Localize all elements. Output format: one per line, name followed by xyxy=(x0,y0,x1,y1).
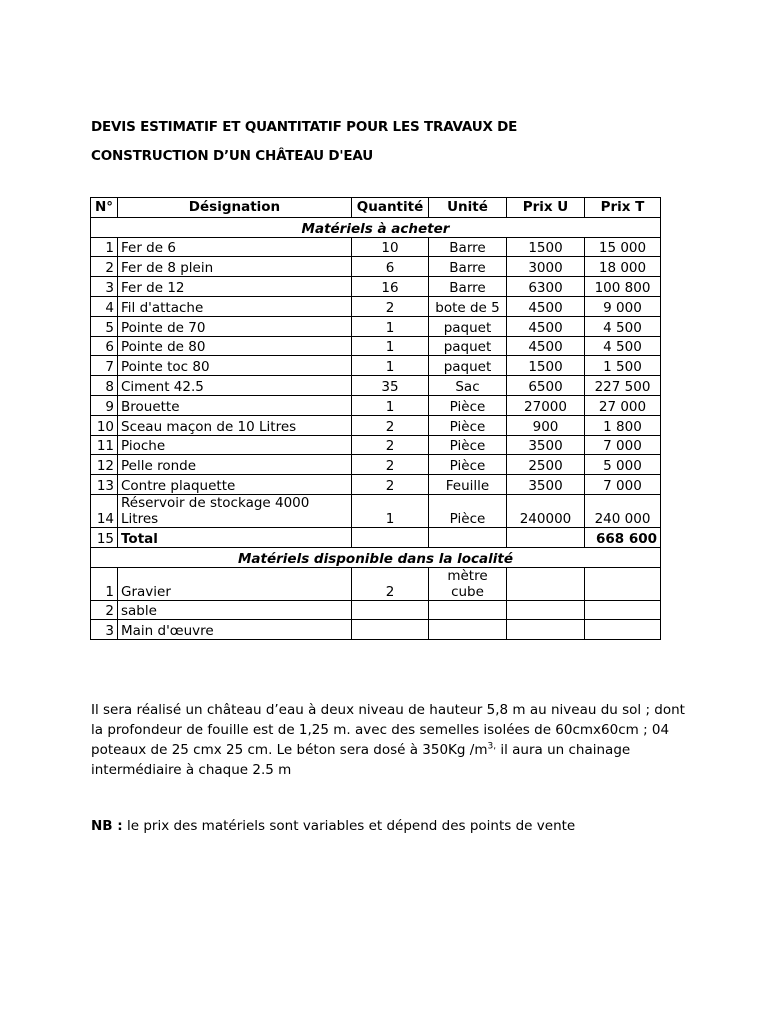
row-unit-price: 1500 xyxy=(507,356,585,376)
row-unit-price xyxy=(507,620,585,640)
total-empty-unit xyxy=(429,527,507,547)
row-designation: Fer de 12 xyxy=(118,277,352,297)
table-row xyxy=(91,376,661,396)
table-row xyxy=(91,237,661,257)
row-unit-price: 3500 xyxy=(507,435,585,455)
note-label: NB : xyxy=(91,818,123,834)
title-line-2: CONSTRUCTION D’UN CHÂTEAU D'EAU xyxy=(91,148,373,164)
row-number: 2 xyxy=(91,600,118,620)
row-number: 1 xyxy=(91,567,118,600)
row-unit: paquet xyxy=(429,316,507,336)
row-total-price: 240 000 xyxy=(585,494,661,527)
row-total-price: 7 000 xyxy=(585,435,661,455)
table-row xyxy=(91,600,661,620)
row-designation: sable xyxy=(118,600,352,620)
row-quantity: 2 xyxy=(352,567,429,600)
row-quantity xyxy=(352,600,429,620)
description-paragraph xyxy=(91,700,691,780)
row-unit: bote de 5 xyxy=(429,296,507,316)
row-quantity: 2 xyxy=(352,475,429,495)
row-total-price xyxy=(585,600,661,620)
row-designation: Pointe toc 80 xyxy=(118,356,352,376)
table-row xyxy=(91,567,661,600)
row-unit: Sac xyxy=(429,376,507,396)
row-quantity: 2 xyxy=(352,415,429,435)
row-unit: Barre xyxy=(429,257,507,277)
row-total-price: 4 500 xyxy=(585,316,661,336)
description-text-end: il aura un chainage intermédiaire à chaque 2.5 m xyxy=(91,742,631,778)
header-unit-price: Prix U xyxy=(507,198,585,218)
row-total-price: 5 000 xyxy=(585,455,661,475)
section-title-purchase: Matériels à acheter xyxy=(91,217,661,237)
row-quantity: 35 xyxy=(352,376,429,396)
row-designation: Gravier xyxy=(118,567,352,600)
title-line-1: DEVIS ESTIMATIF ET QUANTITATIF POUR LES TRAVAUX DE xyxy=(91,119,518,135)
row-unit-price xyxy=(507,567,585,600)
total-row xyxy=(91,527,661,547)
table-row xyxy=(91,620,661,640)
row-unit: paquet xyxy=(429,336,507,356)
row-unit: Pièce xyxy=(429,395,507,415)
row-total-price xyxy=(585,620,661,640)
row-quantity: 2 xyxy=(352,435,429,455)
row-designation: Sceau maçon de 10 Litres xyxy=(118,415,352,435)
row-unit-price: 4500 xyxy=(507,336,585,356)
header-designation: Désignation xyxy=(118,198,352,218)
row-total-price: 1 500 xyxy=(585,356,661,376)
table-row xyxy=(91,336,661,356)
quote-table-body xyxy=(91,198,661,640)
row-unit xyxy=(429,620,507,640)
row-unit-price: 27000 xyxy=(507,395,585,415)
table-row xyxy=(91,475,661,495)
total-amount: 668 600 xyxy=(585,527,661,547)
section-row-purchase xyxy=(91,217,661,237)
section-row-local xyxy=(91,547,661,567)
total-empty-unit-price xyxy=(507,527,585,547)
document-title xyxy=(91,113,691,171)
row-total-price: 4 500 xyxy=(585,336,661,356)
row-quantity: 1 xyxy=(352,356,429,376)
row-unit: Pièce xyxy=(429,455,507,475)
description-text: Il sera réalisé un château d’eau à deux niveau de hauteur 5,8 m au niveau du sol ; dont la profondeur de fouille est de 1,25 m. avec des semelles isolées de 60cmx60cm ; 04 poteaux de 25 cmx 25 cm. Le béton sera dosé à 350Kg /m xyxy=(91,702,685,758)
row-quantity: 16 xyxy=(352,277,429,297)
table-row xyxy=(91,435,661,455)
row-unit-price: 6300 xyxy=(507,277,585,297)
table-row xyxy=(91,356,661,376)
row-unit-price: 4500 xyxy=(507,316,585,336)
row-designation: Pointe de 80 xyxy=(118,336,352,356)
section-title-local: Matériels disponible dans la localité xyxy=(91,547,661,567)
row-unit-price: 240000 xyxy=(507,494,585,527)
row-unit: Feuille xyxy=(429,475,507,495)
row-quantity: 1 xyxy=(352,316,429,336)
row-unit-price: 6500 xyxy=(507,376,585,396)
row-number: 3 xyxy=(91,277,118,297)
row-total-price: 18 000 xyxy=(585,257,661,277)
row-total-price: 15 000 xyxy=(585,237,661,257)
row-unit-price: 3500 xyxy=(507,475,585,495)
quote-table xyxy=(90,197,661,640)
table-row xyxy=(91,415,661,435)
table-row xyxy=(91,494,661,527)
header-number: N° xyxy=(91,198,118,218)
header-quantity: Quantité xyxy=(352,198,429,218)
table-row xyxy=(91,455,661,475)
row-designation xyxy=(118,494,352,527)
row-quantity: 1 xyxy=(352,395,429,415)
row-unit: Barre xyxy=(429,277,507,297)
row-designation: Pointe de 70 xyxy=(118,316,352,336)
row-unit-line: mètre xyxy=(447,567,488,584)
row-number: 1 xyxy=(91,237,118,257)
row-number: 3 xyxy=(91,620,118,640)
row-unit-price: 900 xyxy=(507,415,585,435)
row-unit-price xyxy=(507,600,585,620)
row-unit-price: 3000 xyxy=(507,257,585,277)
row-number: 11 xyxy=(91,435,118,455)
row-number: 7 xyxy=(91,356,118,376)
row-quantity: 2 xyxy=(352,455,429,475)
row-total-price: 100 800 xyxy=(585,277,661,297)
row-number: 2 xyxy=(91,257,118,277)
row-number: 13 xyxy=(91,475,118,495)
row-total-price: 9 000 xyxy=(585,296,661,316)
header-unit: Unité xyxy=(429,198,507,218)
row-number: 6 xyxy=(91,336,118,356)
row-unit: Barre xyxy=(429,237,507,257)
row-unit: Pièce xyxy=(429,494,507,527)
row-number: 9 xyxy=(91,395,118,415)
row-unit: Pièce xyxy=(429,415,507,435)
row-quantity: 6 xyxy=(352,257,429,277)
table-row xyxy=(91,277,661,297)
row-designation: Pelle ronde xyxy=(118,455,352,475)
row-number: 5 xyxy=(91,316,118,336)
row-total-price: 27 000 xyxy=(585,395,661,415)
header-total-price: Prix T xyxy=(585,198,661,218)
row-number: 12 xyxy=(91,455,118,475)
row-designation: Pioche xyxy=(118,435,352,455)
row-unit xyxy=(429,567,507,600)
row-unit-price: 4500 xyxy=(507,296,585,316)
row-quantity: 10 xyxy=(352,237,429,257)
row-unit: Pièce xyxy=(429,435,507,455)
total-empty-quantity xyxy=(352,527,429,547)
description-superscript: 3, xyxy=(487,741,497,752)
row-total-price xyxy=(585,567,661,600)
row-designation-line: Réservoir de stockage 4000 xyxy=(121,494,310,511)
table-row xyxy=(91,296,661,316)
note-paragraph xyxy=(91,816,691,836)
row-unit xyxy=(429,600,507,620)
row-number: 14 xyxy=(91,494,118,527)
row-designation: Fil d'attache xyxy=(118,296,352,316)
row-unit: paquet xyxy=(429,356,507,376)
row-quantity: 1 xyxy=(352,494,429,527)
total-label: Total xyxy=(118,527,352,547)
row-number: 8 xyxy=(91,376,118,396)
row-number: 4 xyxy=(91,296,118,316)
table-row xyxy=(91,395,661,415)
row-unit-price: 2500 xyxy=(507,455,585,475)
row-designation: Ciment 42.5 xyxy=(118,376,352,396)
row-designation: Main d'œuvre xyxy=(118,620,352,640)
table-row xyxy=(91,257,661,277)
row-quantity xyxy=(352,620,429,640)
row-quantity: 1 xyxy=(352,336,429,356)
row-designation-line: Litres xyxy=(121,510,159,527)
row-designation: Fer de 8 plein xyxy=(118,257,352,277)
row-unit-line: cube xyxy=(451,583,484,600)
row-designation: Fer de 6 xyxy=(118,237,352,257)
table-header-row xyxy=(91,198,661,218)
row-designation: Contre plaquette xyxy=(118,475,352,495)
row-designation: Brouette xyxy=(118,395,352,415)
note-text: le prix des matériels sont variables et dépend des points de vente xyxy=(122,818,576,834)
row-total-price: 7 000 xyxy=(585,475,661,495)
row-unit-price: 1500 xyxy=(507,237,585,257)
total-number: 15 xyxy=(91,527,118,547)
row-total-price: 1 800 xyxy=(585,415,661,435)
row-number: 10 xyxy=(91,415,118,435)
row-quantity: 2 xyxy=(352,296,429,316)
row-total-price: 227 500 xyxy=(585,376,661,396)
table-row xyxy=(91,316,661,336)
